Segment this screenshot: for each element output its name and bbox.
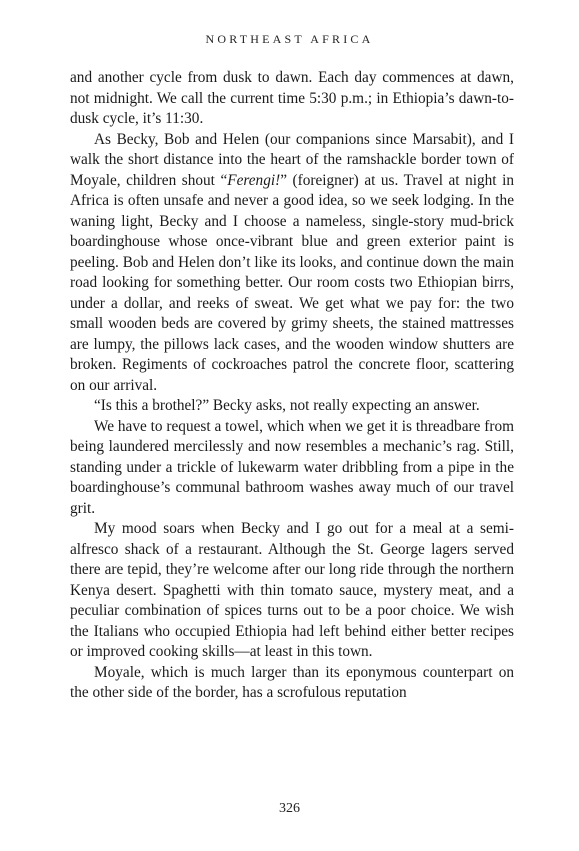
page-number: 326 [279,801,300,816]
paragraph-6: Moyale, which is much larger than its eponymous counterpart on the other side of the border, has a scrofulous reputation [70,663,514,701]
paragraph-2-italic-word: Ferengi! [227,171,281,189]
paragraph-4: We have to request a towel, which when we get it is threadbare from being laundered mercilessly and now resembles a mechanic’s rag. Still, standing under a trickle of lukewarm water dribbling from a pipe in the boardinghouse’s communal bathroom washes away much of our travel grit. [70,417,514,517]
body-text [70,68,514,704]
running-head: NORTHEAST AFRICA [205,32,374,46]
paragraph-2-text-b: ” (foreigner) at us. Travel at night in Africa is often unsafe and never a good idea, so we seek lodging. In the waning light, Becky and I choose a nameless, single-story mud-brick boardinghouse whose once-vibrant blue and green exterior paint is peeling. Bob and Helen don’t like its looks, and continue down the main road looking for something better. Our room costs two Ethiopian birrs, under a dollar, and reeks of sweat. We get what we pay for: the two small wooden beds are covered by grimy sheets, the stained mattresses are lumpy, the pillows lack cases, and the wooden window shutters are broken. Regiments of cockroaches patrol the concrete floor, scattering on our arrival. [70,171,514,394]
paragraph-2-text-a: As Becky, Bob and Helen (our companions since Marsabit), and I walk the short distance into the heart of the ramshackle border town of Moyale, children shout “ [70,130,514,189]
paragraph-3: “Is this a brothel?” Becky asks, not really expecting an answer. [94,397,480,414]
paragraph-5: My mood soars when Becky and I go out for a meal at a semi-alfresco shack of a restaurant. Although the St. George lagers served there are tepid, they’re welcome after our long ride through the northern Kenya desert. Spaghetti with thin tomato sauce, mystery meat, and a peculiar combination of spices turns out to be a poor choice. We wish the Italians who occupied Ethiopia had left behind either better recipes or improved cooking skills—at least in this town. [70,520,514,660]
paragraph-2 [70,130,514,397]
paragraph-1: and another cycle from dusk to dawn. Each day commences at dawn, not midnight. We call the current time 5:30 p.m.; in Ethiopia’s dawn-to-dusk cycle, it’s 11:30. [70,69,514,127]
